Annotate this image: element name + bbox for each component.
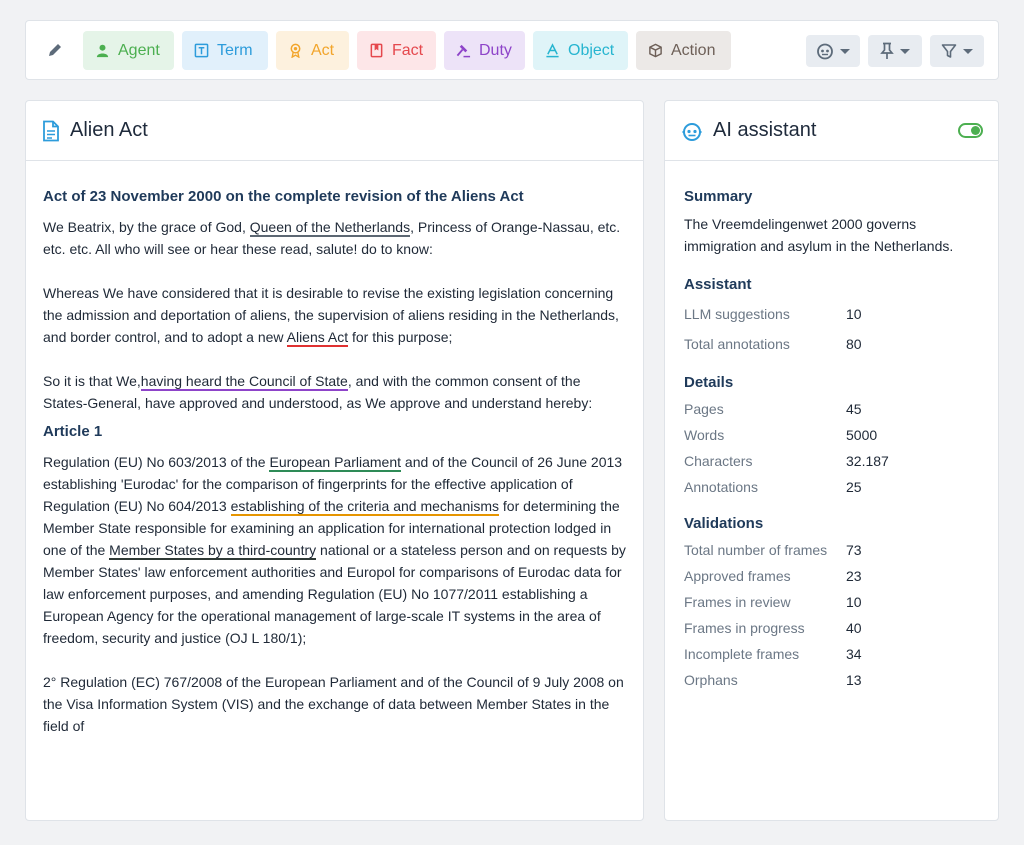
- annotation-fact[interactable]: Aliens Act: [286, 329, 349, 345]
- stat-row: [684, 667, 979, 693]
- stat-value: 40: [846, 620, 862, 636]
- stat-value: 5000: [846, 427, 878, 443]
- act-chip[interactable]: [276, 31, 349, 70]
- stat-row: [684, 329, 979, 359]
- agent-chip-label: Agent: [118, 41, 160, 59]
- stat-label: Incomplete frames: [684, 646, 800, 662]
- text-run: Regulation (EU) No 603/2013 of the: [43, 454, 266, 470]
- stat-label: Frames in review: [684, 594, 791, 610]
- stat-value: 73: [846, 542, 862, 558]
- agent-chip[interactable]: [83, 31, 174, 70]
- text-run: , and with the common consent of the States-General, have approved and understood, as We approve and understand hereby:: [43, 373, 593, 411]
- action-chip-label: Action: [671, 41, 716, 59]
- stat-value: 10: [846, 594, 862, 610]
- stat-value: 32.187: [846, 453, 889, 469]
- stat-value: 80: [846, 336, 862, 352]
- annotation-duty[interactable]: having heard the Council of State: [140, 373, 348, 389]
- summary-title: Summary: [684, 188, 753, 205]
- summary-text: The Vreemdelingenwet 2000 governs immigration and asylum in the Netherlands.: [684, 216, 954, 254]
- term-chip-label: Term: [217, 41, 253, 59]
- text-run: We Beatrix, by the grace of God,: [43, 219, 246, 235]
- text-run: Whereas We have considered that it is desirable to revise the existing legislation concerning the admission and deportation of aliens, the supervision of aliens residing in the Netherlands, and border control, and to adopt a new: [43, 285, 619, 345]
- document-panel: [25, 100, 644, 821]
- details-title: Details: [684, 374, 734, 391]
- assistant-title: Assistant: [684, 276, 752, 293]
- object-chip[interactable]: [533, 31, 628, 70]
- stat-label: LLM suggestions: [684, 306, 790, 322]
- duty-icon: [456, 43, 471, 58]
- validations-title: Validations: [684, 515, 764, 532]
- annotation-term[interactable]: Member States by a third-country: [109, 542, 317, 558]
- stat-row: [684, 422, 979, 448]
- stat-label: Frames in progress: [684, 620, 805, 636]
- stat-row: [684, 615, 979, 641]
- act-chip-label: Act: [311, 41, 335, 59]
- pin-dropdown[interactable]: [868, 35, 922, 67]
- stat-value: 10: [846, 306, 862, 322]
- text-run: and of the Council of 26 June 2013 establishing 'Eurodac' for the comparison of fingerprints for the effective application of Regulation (EU) No 604/2013: [43, 454, 623, 514]
- term-chip[interactable]: [182, 31, 268, 70]
- paragraph: [43, 451, 626, 649]
- stat-label: Approved frames: [684, 568, 791, 584]
- agent-icon: [95, 43, 110, 58]
- document-title: Alien Act: [70, 119, 148, 141]
- fact-chip[interactable]: [357, 31, 436, 70]
- validations-stats: [684, 537, 979, 693]
- robot-icon: [681, 121, 703, 141]
- chevron-down-icon: [900, 49, 910, 54]
- annotation-agent[interactable]: European Parliament: [269, 454, 402, 470]
- stat-label: Total annotations: [684, 336, 790, 352]
- ai-assistant-body: [665, 161, 998, 693]
- stat-row: [684, 641, 979, 667]
- stat-label: Characters: [684, 453, 753, 469]
- stat-label: Total number of frames: [684, 542, 828, 558]
- stat-label: Orphans: [684, 672, 738, 688]
- stat-label: Annotations: [684, 479, 758, 495]
- details-stats: [684, 396, 979, 500]
- robot-dropdown[interactable]: [806, 35, 860, 67]
- stat-value: 13: [846, 672, 862, 688]
- ai-assistant-toggle[interactable]: [958, 123, 983, 138]
- stat-row: [684, 396, 979, 422]
- stat-row: [684, 537, 979, 563]
- stat-value: 25: [846, 479, 862, 495]
- document-header: [26, 101, 643, 161]
- stat-row: [684, 448, 979, 474]
- stat-row: [684, 563, 979, 589]
- robot-icon: [816, 42, 834, 60]
- text-run: for determining the Member State responsible for examining an application for international protection lodged in one of the: [43, 498, 620, 558]
- paragraph: [43, 216, 626, 260]
- text-run: for this purpose;: [348, 329, 453, 345]
- fact-chip-label: Fact: [392, 41, 424, 59]
- object-icon: [545, 43, 560, 58]
- filter-icon: [941, 43, 957, 59]
- annotation-agent[interactable]: Queen of the Netherlands: [249, 219, 411, 235]
- stat-value: 23: [846, 568, 862, 584]
- annotation-act[interactable]: establishing of the criteria and mechanisms: [230, 498, 500, 514]
- ai-assistant-title: AI assistant: [713, 119, 817, 141]
- text-run: , Princess of Orange-Nassau, etc. etc. etc. All who will see or hear these read, salute! do to know:: [43, 219, 621, 257]
- paragraph: [43, 370, 626, 414]
- annotation-toolbar: [25, 20, 999, 80]
- object-chip-label: Object: [568, 41, 615, 59]
- stat-value: 34: [846, 646, 862, 662]
- duty-chip-label: Duty: [479, 41, 512, 59]
- paragraph: [43, 282, 626, 348]
- fact-icon: [369, 43, 384, 58]
- stat-row: [684, 474, 979, 500]
- act-icon: [288, 43, 303, 58]
- document-heading: Act of 23 November 2000 on the complete revision of the Aliens Act: [43, 188, 524, 205]
- document-body[interactable]: [26, 161, 643, 737]
- article-heading: Article 1: [43, 423, 103, 440]
- action-icon: [648, 43, 663, 58]
- text-run: national or a stateless person and on requests by Member States' law enforcement authorities and Europol for comparisons of Eurodac data for law enforcement purposes, and amending Regulation (EU) No 1077/2011 establishing a European Agency for the operational management of large-scale IT systems in the area of freedom, security and justice (OJ L 180/1);: [43, 542, 626, 646]
- filter-dropdown[interactable]: [930, 35, 984, 67]
- pin-icon: [880, 42, 894, 60]
- stat-label: Words: [684, 427, 725, 443]
- ai-assistant-panel: [664, 100, 999, 821]
- stat-row: [684, 299, 979, 329]
- duty-chip[interactable]: [444, 31, 525, 70]
- ai-assistant-header: [665, 101, 998, 161]
- chevron-down-icon: [840, 49, 850, 54]
- stat-row: [684, 589, 979, 615]
- stat-value: 45: [846, 401, 862, 417]
- action-chip[interactable]: [636, 31, 731, 70]
- term-icon: [194, 43, 209, 58]
- text-run: So it is that We,: [43, 373, 141, 389]
- chevron-down-icon: [963, 49, 973, 54]
- paragraph: 2° Regulation (EC) 767/2008 of the European Parliament and of the Council of 9 July 2008 on the Visa Information System (VIS) and the exchange of data between Member States in the field of: [43, 674, 624, 734]
- assistant-stats: [684, 299, 979, 359]
- pencil-icon[interactable]: [44, 39, 66, 61]
- stat-label: Pages: [684, 401, 724, 417]
- document-icon: [42, 120, 60, 142]
